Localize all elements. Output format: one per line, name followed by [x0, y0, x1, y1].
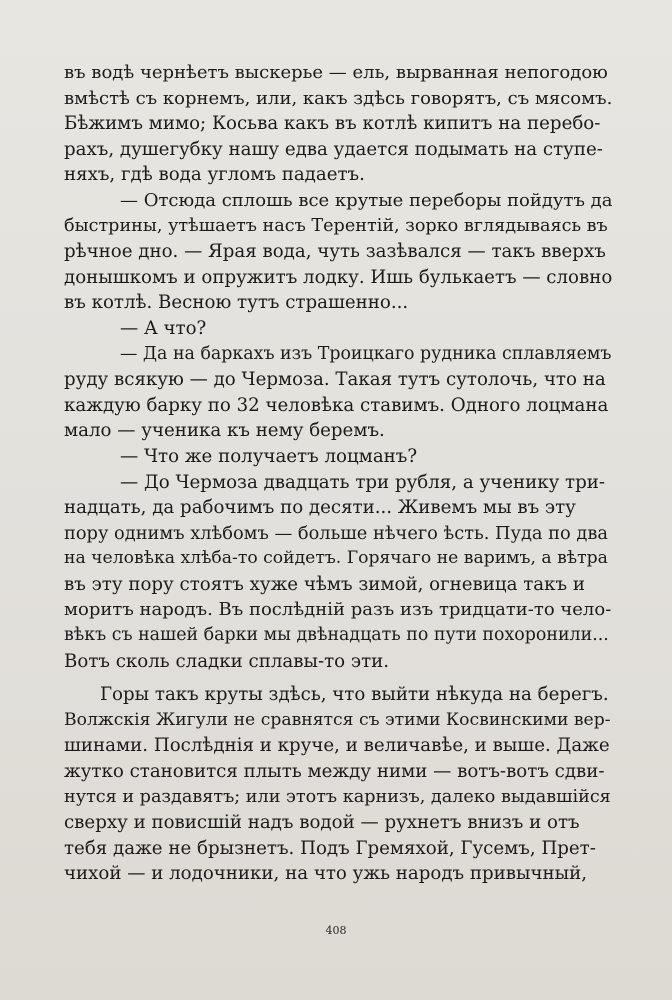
text-line: жутко становится плыть между ними — вотъ-вотъ сдви- — [64, 761, 605, 783]
text-line: — Отсюда сплошь все крутые переборы пойдутъ да — [120, 189, 612, 211]
text-line: вѣкъ съ нашей барки мы двѣнадцать по пути похоронили... — [64, 625, 609, 646]
text-line: Вотъ сколь сладки сплавы-то эти. — [64, 650, 390, 672]
text-line: — А что? — [120, 317, 207, 339]
text-line: въ водѣ чернѣетъ выскерье — ель, вырванная непогодою — [64, 62, 608, 83]
text-line: мало — ученика къ нему беремъ. — [64, 420, 385, 442]
text-line: Бѣжимъ мимо; Косьва какъ въ котлѣ кипитъ на перебо- — [64, 113, 601, 135]
text-line: — Что же получаетъ лоцманъ? — [120, 445, 418, 467]
text-line: — Да на баркахъ изъ Троицкаго рудника сплавляемъ — [120, 343, 612, 364]
text-line: быстрины, утѣшаетъ насъ Терентій, зорко вглядываясь въ — [64, 215, 608, 236]
page-number: 408 — [325, 924, 347, 937]
text-line: рѣчное дно. — Ярая вода, чуть зазѣвался — такъ вверхъ — [64, 241, 606, 263]
text-line: Горы такъ круты здѣсь, что выйти нѣкуда на берегъ. — [100, 684, 609, 706]
text-line: на человѣка хлѣба-то сойдетъ. Горячаго не варимъ, а вѣтра — [64, 548, 608, 569]
text-line: руду всякую — до Чермоза. Такая тутъ сутолочь, что на — [64, 369, 606, 391]
text-line: въ котлѣ. Весною тутъ страшенно... — [64, 292, 409, 314]
body-text — [64, 60, 612, 887]
text-line: моритъ народъ. Въ послѣдній разъ изъ тридцати-то чело- — [64, 599, 612, 621]
text-line: чихой — и лодочники, на что ужь народъ привычный, — [64, 863, 588, 885]
text-line: сверху и повисшій надъ водой — рухнетъ внизъ и отъ — [64, 812, 580, 834]
text-line: — До Чермоза двадцать три рубля, а ученику три- — [120, 471, 606, 493]
text-line: рахъ, душегубку нашу едва удается подымать на ступе- — [64, 138, 603, 160]
text-line: каждую барку по 32 человѣка ставимъ. Одного лоцмана — [64, 394, 609, 416]
text-line: шинами. Послѣднія и круче, и величавѣе, и выше. Даже — [64, 735, 610, 757]
text-line: донышкомъ и опружитъ лодку. Ишь булькаетъ — словно — [64, 266, 612, 288]
text-line: надцать, да рабочимъ по десяти... Живемъ мы въ эту — [64, 497, 576, 519]
text-line: тебя даже не брызнетъ. Подъ Гремяхой, Гусемъ, Прет- — [64, 837, 596, 859]
text-line: няхъ, гдѣ вода угломъ падаетъ. — [64, 164, 365, 186]
text-line: Волжскія Жигули не сравнятся съ этими Косвинскими вер- — [64, 709, 611, 730]
text-line: пору однимъ хлѣбомъ — больше нѣчего ѣсть. Пуда по два — [64, 522, 608, 544]
text-line: нутся и раздавятъ; или этотъ карнизъ, далеко выдавшійся — [64, 786, 611, 807]
text-line: вмѣстѣ съ корнемъ, или, какъ здѣсь говорятъ, съ мясомъ. — [64, 87, 612, 109]
text-line: въ эту пору стоятъ хуже чѣмъ зимой, огневица такъ и — [64, 573, 585, 595]
